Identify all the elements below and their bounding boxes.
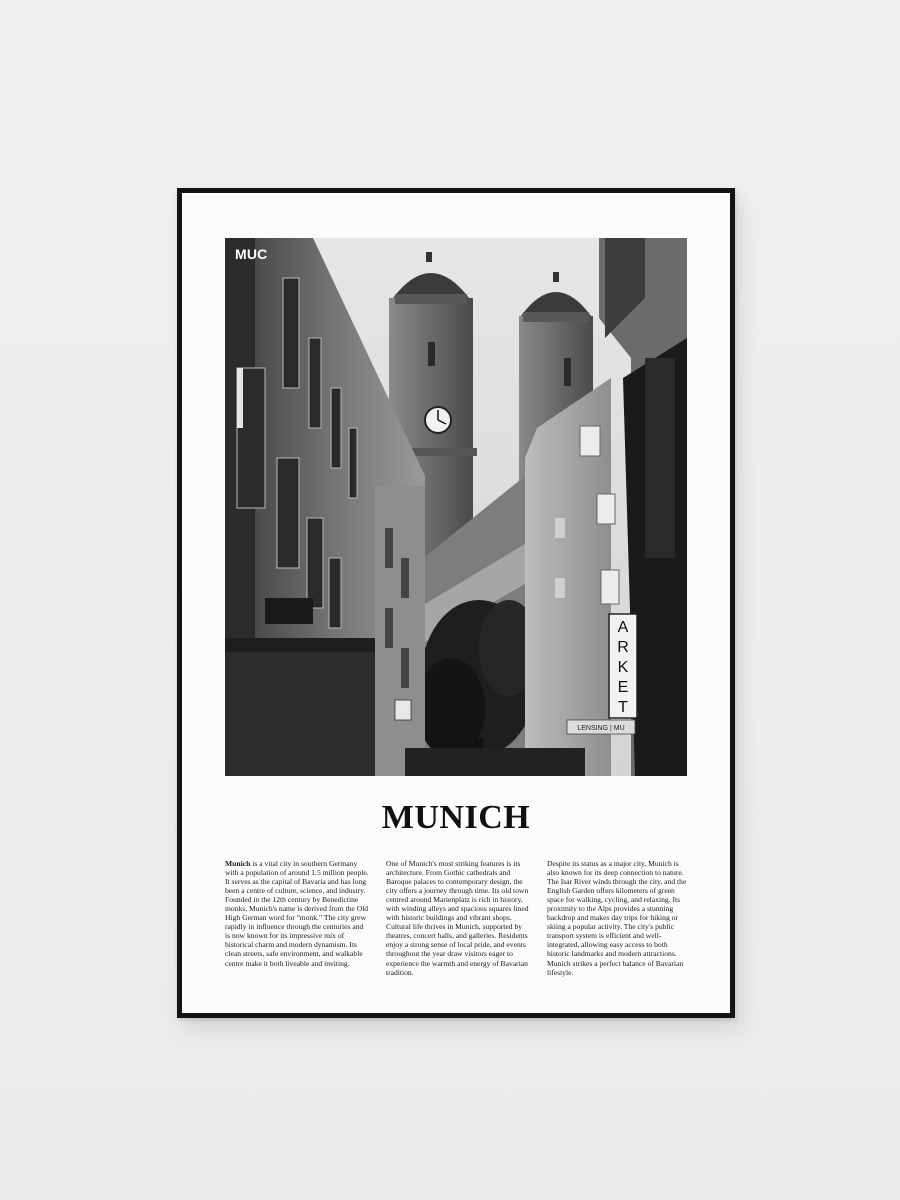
sign-letter-a: A	[617, 619, 629, 636]
poster-frame	[177, 188, 735, 1018]
description-column-2: One of Munich's most striking features is its architecture. From Gothic cathedrals and Baroque palaces to contemporary design, the city offers a journey through time. Its old town centred around Marienplatz is rich in history, with winding alleys and spacious squares lined with historic buildings and vibrant shops. Cultural life thrives in Munich, supported by theatres, concert halls, and galleries. Residents enjoy a strong sense of local pride, and events throughout the year draw visitors eager to experience the warmth and energy of Bavarian tradition.	[386, 859, 529, 977]
shop-sign-text: LENSING | MU	[577, 725, 625, 732]
street-photo-illustration	[225, 238, 687, 776]
poster-photo	[225, 238, 687, 776]
arket-sign	[609, 614, 637, 718]
description-column-3: Despite its status as a major city, Munich is also known for its deep connection to nature. The Isar River winds through the city, and the English Garden offers kilometers of green space for walking, cycling, and relaxing. Its proximity to the Alps provides a stunning backdrop and makes day trips for hiking or skiing a popular activity. The city's public transport system is efficient and well-integrated, allowing easy access to both historic landmarks and modern attractions. Munich strikes a perfect balance of Bavarian lifestyle.	[547, 859, 687, 977]
sign-letter-t: T	[618, 699, 628, 716]
sign-letter-r: R	[617, 639, 629, 656]
description-column-1	[225, 859, 369, 977]
city-title: MUNICH	[381, 799, 531, 836]
city-name-lead: Munich	[225, 859, 251, 868]
sign-letter-k: K	[617, 659, 629, 676]
poster	[185, 196, 727, 1010]
sign-letter-e: E	[617, 679, 629, 696]
description-columns	[225, 859, 691, 977]
airport-code: MUC	[235, 246, 268, 262]
description-column-1-text: is a vital city in southern Germany with a population of around 1.5 million people. It serves as the capital of Bavaria and has long been a centre of culture, science, and industry. Founded in the 12th century by Benedictine monks, Munich's name is derived from the Old High German word for "monk." The city grew rapidly in influence through the centuries and is now known for its impressive mix of historical charm and modern dynamism. Its clean streets, safe environment, and walkable centre make it both liveable and inviting.	[225, 859, 369, 968]
